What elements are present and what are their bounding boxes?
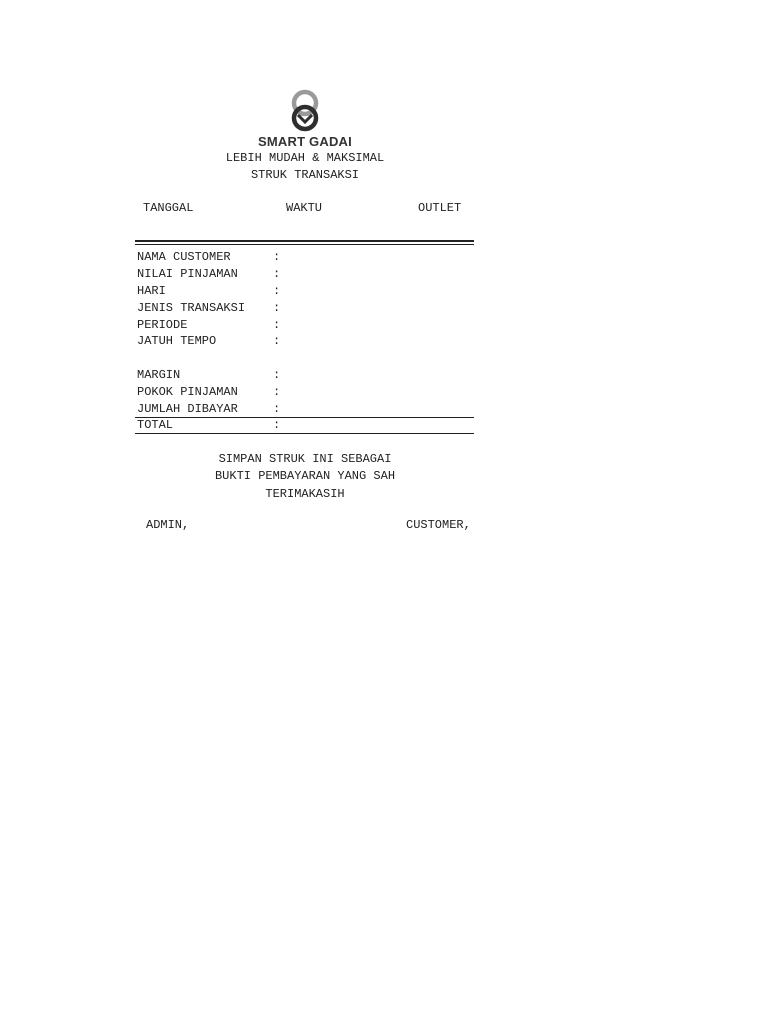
total-label: TOTAL xyxy=(137,418,174,432)
total-sep: : xyxy=(273,418,281,432)
signature-customer: CUSTOMER, xyxy=(406,518,471,532)
field-sep: : xyxy=(273,267,281,281)
field-label: JATUH TEMPO xyxy=(137,334,217,348)
tagline: LEBIH MUDAH & MAKSIMAL xyxy=(225,151,385,165)
total-rule-bottom xyxy=(135,433,474,434)
double-rule-bottom xyxy=(135,244,474,245)
field-label: PERIODE xyxy=(137,318,188,332)
field-label: HARI xyxy=(137,284,166,298)
signature-admin: ADMIN, xyxy=(146,518,190,532)
col-outlet: OUTLET xyxy=(418,201,462,215)
smart-gadai-logo-icon xyxy=(280,88,330,134)
total-rule-top xyxy=(135,417,474,418)
field-label: NILAI PINJAMAN xyxy=(137,267,238,281)
double-rule-top xyxy=(135,240,474,242)
amount-label: MARGIN xyxy=(137,368,181,382)
field-sep: : xyxy=(273,301,281,315)
field-label: NAMA CUSTOMER xyxy=(137,250,231,264)
field-sep: : xyxy=(273,318,281,332)
footer-line-1: SIMPAN STRUK INI SEBAGAI xyxy=(218,452,392,466)
col-waktu: WAKTU xyxy=(286,201,323,215)
amount-sep: : xyxy=(273,368,281,382)
amount-label: POKOK PINJAMAN xyxy=(137,385,238,399)
amount-label: JUMLAH DIBAYAR xyxy=(137,402,238,416)
col-tanggal: TANGGAL xyxy=(143,201,194,215)
brand-name: SMART GADAI xyxy=(258,134,352,149)
footer-line-2: BUKTI PEMBAYARAN YANG SAH xyxy=(214,469,396,483)
field-sep: : xyxy=(273,250,281,264)
footer-line-3: TERIMAKASIH xyxy=(265,487,345,501)
amount-sep: : xyxy=(273,385,281,399)
field-sep: : xyxy=(273,284,281,298)
doc-title: STRUK TRANSAKSI xyxy=(250,168,360,182)
field-sep: : xyxy=(273,334,281,348)
amount-sep: : xyxy=(273,402,281,416)
field-label: JENIS TRANSAKSI xyxy=(137,301,246,315)
